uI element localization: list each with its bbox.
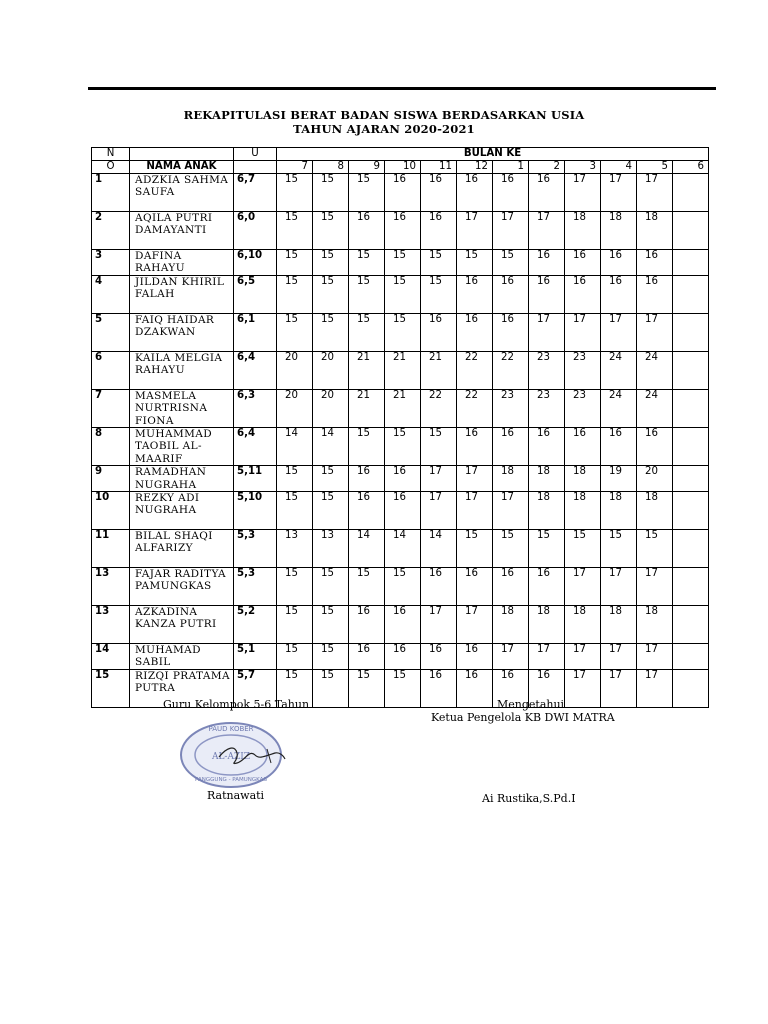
weight-value <box>673 669 709 707</box>
row-number: 5 <box>92 313 130 351</box>
header-month: 6 <box>673 161 709 174</box>
weight-value: 18 <box>565 212 601 250</box>
weight-value: 21 <box>385 351 421 389</box>
child-name: ADZKIA SAHMA SAUFA <box>130 174 234 212</box>
table-row <box>92 174 709 212</box>
weight-value: 15 <box>385 313 421 351</box>
weight-value: 15 <box>349 568 385 606</box>
left-signature-role: Guru Kelompok 5-6 Tahun <box>163 698 310 711</box>
document-subtitle: TAHUN AJARAN 2020-2021 <box>293 122 475 136</box>
weight-value: 17 <box>637 568 673 606</box>
weight-value: 16 <box>601 428 637 466</box>
weight-value: 23 <box>493 389 529 427</box>
weight-value: 16 <box>529 428 565 466</box>
child-name: RIZQI PRATAMA PUTRA <box>130 669 234 707</box>
weight-value: 17 <box>493 644 529 670</box>
weight-value: 15 <box>313 212 349 250</box>
child-name: FAJAR RADITYA PAMUNGKAS <box>130 568 234 606</box>
weight-value: 15 <box>385 428 421 466</box>
weight-value: 16 <box>421 313 457 351</box>
weight-value: 17 <box>601 313 637 351</box>
weight-value: 17 <box>421 466 457 492</box>
weight-value: 16 <box>457 669 493 707</box>
weight-value: 18 <box>637 606 673 644</box>
row-number: 15 <box>92 669 130 707</box>
weight-value: 16 <box>457 313 493 351</box>
weight-value: 16 <box>493 313 529 351</box>
stamp-mid-text: AL-AZIZ <box>211 752 251 762</box>
weight-value: 18 <box>529 606 565 644</box>
weight-value: 16 <box>421 644 457 670</box>
weight-value: 13 <box>313 530 349 568</box>
weight-value: 22 <box>493 351 529 389</box>
weight-value: 16 <box>457 428 493 466</box>
weight-value: 16 <box>565 275 601 313</box>
weight-value: 15 <box>277 174 313 212</box>
row-number: 8 <box>92 428 130 466</box>
weight-value: 17 <box>565 568 601 606</box>
child-age: 6,4 <box>234 351 277 389</box>
document-title: REKAPITULASI BERAT BADAN SISWA BERDASARKAN USIA <box>183 108 585 122</box>
weight-value: 17 <box>421 606 457 644</box>
header-month: 9 <box>349 161 385 174</box>
weight-value: 15 <box>313 644 349 670</box>
row-number: 13 <box>92 606 130 644</box>
weight-value: 17 <box>601 174 637 212</box>
weight-value: 20 <box>277 389 313 427</box>
row-number: 2 <box>92 212 130 250</box>
weight-value: 16 <box>349 466 385 492</box>
header-month: 7 <box>277 161 313 174</box>
row-number: 11 <box>92 530 130 568</box>
child-name: MASMELA NURTRISNA FIONA <box>130 389 234 427</box>
header-no-2: O <box>92 161 130 174</box>
weight-value: 18 <box>493 606 529 644</box>
child-name: RAMADHAN NUGRAHA <box>130 466 234 492</box>
weight-value: 15 <box>349 174 385 212</box>
weight-value: 21 <box>421 351 457 389</box>
child-name: MUHAMMAD TAOBIL AL-MAARIF <box>130 428 234 466</box>
weight-value: 22 <box>457 351 493 389</box>
weight-value: 16 <box>637 275 673 313</box>
weight-value: 24 <box>637 389 673 427</box>
weight-value: 17 <box>529 212 565 250</box>
weight-value: 16 <box>385 644 421 670</box>
table-row <box>92 275 709 313</box>
child-age: 5,10 <box>234 492 277 530</box>
weight-value: 16 <box>385 212 421 250</box>
weight-value: 16 <box>457 644 493 670</box>
left-signature-name: Ratnawati <box>207 789 265 802</box>
weight-value: 15 <box>385 250 421 276</box>
child-name: DAFINA RAHAYU <box>130 250 234 276</box>
child-age: 6,10 <box>234 250 277 276</box>
weight-value: 17 <box>601 568 637 606</box>
weight-value: 16 <box>385 606 421 644</box>
weight-value <box>673 313 709 351</box>
header-usia: U <box>234 148 277 161</box>
weight-value: 15 <box>565 530 601 568</box>
weight-value: 15 <box>313 250 349 276</box>
table-row <box>92 606 709 644</box>
header-month: 5 <box>637 161 673 174</box>
header-nama: NAMA ANAK <box>130 161 234 174</box>
weight-value: 17 <box>457 212 493 250</box>
header-month: 8 <box>313 161 349 174</box>
weight-value: 17 <box>457 466 493 492</box>
right-signature-name: Ai Rustika,S.Pd.I <box>482 792 576 805</box>
weight-value <box>673 530 709 568</box>
weight-value: 15 <box>421 428 457 466</box>
weight-value: 18 <box>601 212 637 250</box>
weight-value <box>673 466 709 492</box>
child-age: 6,5 <box>234 275 277 313</box>
weight-value: 16 <box>349 212 385 250</box>
weight-value: 17 <box>493 212 529 250</box>
right-signature-role: Ketua Pengelola KB DWI MATRA <box>431 711 615 724</box>
weight-value: 15 <box>349 669 385 707</box>
weight-value: 18 <box>637 212 673 250</box>
weight-value: 17 <box>457 492 493 530</box>
weight-value: 17 <box>565 174 601 212</box>
weight-value: 16 <box>385 174 421 212</box>
weight-value: 16 <box>421 568 457 606</box>
weight-value: 16 <box>529 250 565 276</box>
child-name: FAIQ HAIDAR DZAKWAN <box>130 313 234 351</box>
weight-value: 20 <box>277 351 313 389</box>
weight-table <box>91 147 709 708</box>
weight-value <box>673 644 709 670</box>
weight-value: 16 <box>565 428 601 466</box>
weight-value: 16 <box>421 669 457 707</box>
table-row <box>92 492 709 530</box>
child-age: 5,7 <box>234 669 277 707</box>
child-name: AQILA PUTRI DAMAYANTI <box>130 212 234 250</box>
weight-value: 16 <box>529 174 565 212</box>
weight-value: 15 <box>277 466 313 492</box>
child-age: 6,1 <box>234 313 277 351</box>
weight-value <box>673 174 709 212</box>
weight-value: 16 <box>457 568 493 606</box>
table-row <box>92 250 709 276</box>
weight-value: 17 <box>601 669 637 707</box>
weight-value: 23 <box>529 351 565 389</box>
weight-value: 24 <box>637 351 673 389</box>
weight-value: 16 <box>601 250 637 276</box>
stamp-top-text: PAUD KOBER <box>208 725 254 733</box>
header-bulan: BULAN KE <box>277 148 709 161</box>
table-row <box>92 313 709 351</box>
weight-value: 15 <box>349 313 385 351</box>
weight-value: 16 <box>493 669 529 707</box>
weight-value: 19 <box>601 466 637 492</box>
row-number: 10 <box>92 492 130 530</box>
header-no: N <box>92 148 130 161</box>
weight-value: 15 <box>601 530 637 568</box>
child-name: KAILA MELGIA RAHAYU <box>130 351 234 389</box>
child-age: 5,11 <box>234 466 277 492</box>
weight-value: 16 <box>457 275 493 313</box>
weight-value: 17 <box>637 313 673 351</box>
weight-value: 17 <box>457 606 493 644</box>
weight-value: 17 <box>421 492 457 530</box>
header-month: 11 <box>421 161 457 174</box>
weight-value <box>673 212 709 250</box>
weight-value <box>673 275 709 313</box>
weight-value: 16 <box>349 606 385 644</box>
weight-value: 15 <box>277 313 313 351</box>
weight-value: 16 <box>493 275 529 313</box>
weight-value: 16 <box>493 174 529 212</box>
weight-value: 21 <box>349 351 385 389</box>
weight-value: 16 <box>565 250 601 276</box>
table-row <box>92 530 709 568</box>
child-age: 6,3 <box>234 389 277 427</box>
weight-value: 18 <box>601 492 637 530</box>
weight-value: 18 <box>565 606 601 644</box>
row-number: 6 <box>92 351 130 389</box>
weight-value: 16 <box>637 428 673 466</box>
weight-value <box>673 389 709 427</box>
weight-value: 16 <box>349 492 385 530</box>
weight-value: 18 <box>493 466 529 492</box>
weight-value: 15 <box>313 606 349 644</box>
table-row <box>92 212 709 250</box>
weight-value: 15 <box>493 530 529 568</box>
child-name: REZKY ADI NUGRAHA <box>130 492 234 530</box>
weight-value: 16 <box>493 568 529 606</box>
header-month: 4 <box>601 161 637 174</box>
weight-value: 15 <box>457 250 493 276</box>
weight-value: 15 <box>277 275 313 313</box>
weight-value: 23 <box>565 389 601 427</box>
weight-value: 15 <box>421 250 457 276</box>
weight-value: 15 <box>529 530 565 568</box>
weight-value: 16 <box>385 492 421 530</box>
child-age: 6,7 <box>234 174 277 212</box>
weight-value: 15 <box>277 492 313 530</box>
child-age: 5,1 <box>234 644 277 670</box>
child-age: 5,3 <box>234 530 277 568</box>
weight-value: 16 <box>349 644 385 670</box>
weight-value: 15 <box>349 428 385 466</box>
weight-value: 16 <box>457 174 493 212</box>
weight-value <box>673 606 709 644</box>
weight-value: 18 <box>601 606 637 644</box>
child-age: 6,4 <box>234 428 277 466</box>
weight-value: 17 <box>637 644 673 670</box>
weight-value: 15 <box>385 669 421 707</box>
child-age: 5,3 <box>234 568 277 606</box>
child-name: JILDAN KHIRIL FALAH <box>130 275 234 313</box>
weight-value: 21 <box>349 389 385 427</box>
row-number: 13 <box>92 568 130 606</box>
weight-value: 15 <box>277 644 313 670</box>
weight-value: 17 <box>493 492 529 530</box>
child-age: 6,0 <box>234 212 277 250</box>
header-month: 1 <box>493 161 529 174</box>
weight-value: 18 <box>529 466 565 492</box>
child-name: AZKADINA KANZA PUTRI <box>130 606 234 644</box>
right-signature-label: Mengetahui <box>497 698 565 711</box>
weight-value: 22 <box>421 389 457 427</box>
weight-value: 16 <box>529 275 565 313</box>
weight-value: 17 <box>601 644 637 670</box>
weight-value: 15 <box>277 606 313 644</box>
weight-value: 16 <box>493 428 529 466</box>
weight-value: 22 <box>457 389 493 427</box>
weight-value: 17 <box>565 669 601 707</box>
weight-value: 15 <box>349 275 385 313</box>
weight-value: 15 <box>313 174 349 212</box>
weight-value: 15 <box>277 669 313 707</box>
top-rule <box>88 87 716 90</box>
weight-value: 15 <box>313 313 349 351</box>
stamp-bottom-text: PANGGUNG - PAMUNGKAS <box>195 777 267 783</box>
weight-value: 18 <box>637 492 673 530</box>
weight-value: 15 <box>313 568 349 606</box>
school-stamp-icon <box>179 719 289 789</box>
weight-value: 15 <box>493 250 529 276</box>
weight-value: 14 <box>385 530 421 568</box>
weight-value: 20 <box>313 351 349 389</box>
table-row <box>92 351 709 389</box>
header-usia-2 <box>234 161 277 174</box>
weight-value: 14 <box>313 428 349 466</box>
row-number: 4 <box>92 275 130 313</box>
row-number: 9 <box>92 466 130 492</box>
weight-value: 15 <box>277 250 313 276</box>
table-row <box>92 644 709 670</box>
weight-value: 17 <box>565 644 601 670</box>
header-month: 12 <box>457 161 493 174</box>
weight-value <box>673 428 709 466</box>
weight-value: 16 <box>421 212 457 250</box>
row-number: 3 <box>92 250 130 276</box>
header-row-2 <box>92 161 709 174</box>
weight-value: 15 <box>637 530 673 568</box>
weight-value: 17 <box>565 313 601 351</box>
weight-value: 24 <box>601 389 637 427</box>
weight-value: 15 <box>457 530 493 568</box>
child-age: 5,2 <box>234 606 277 644</box>
weight-value: 14 <box>421 530 457 568</box>
weight-value: 15 <box>277 568 313 606</box>
table-row <box>92 428 709 466</box>
weight-value: 20 <box>637 466 673 492</box>
weight-value: 15 <box>349 250 385 276</box>
weight-value: 15 <box>313 275 349 313</box>
weight-value: 17 <box>529 313 565 351</box>
header-month: 3 <box>565 161 601 174</box>
weight-value: 23 <box>565 351 601 389</box>
weight-value: 21 <box>385 389 421 427</box>
row-number: 7 <box>92 389 130 427</box>
weight-value: 15 <box>385 275 421 313</box>
weight-value: 18 <box>565 492 601 530</box>
weight-value: 14 <box>277 428 313 466</box>
weight-value: 17 <box>637 669 673 707</box>
weight-value: 17 <box>529 644 565 670</box>
weight-value: 17 <box>637 174 673 212</box>
table-row <box>92 568 709 606</box>
child-name: BILAL SHAQI ALFARIZY <box>130 530 234 568</box>
weight-value: 15 <box>313 466 349 492</box>
weight-value: 15 <box>421 275 457 313</box>
weight-value: 16 <box>637 250 673 276</box>
header-month: 2 <box>529 161 565 174</box>
weight-value: 16 <box>421 174 457 212</box>
table-row <box>92 466 709 492</box>
weight-value: 16 <box>529 669 565 707</box>
weight-value: 14 <box>349 530 385 568</box>
weight-value: 16 <box>385 466 421 492</box>
weight-value <box>673 568 709 606</box>
row-number: 1 <box>92 174 130 212</box>
weight-value: 16 <box>601 275 637 313</box>
weight-value: 13 <box>277 530 313 568</box>
weight-value: 16 <box>529 568 565 606</box>
weight-value <box>673 250 709 276</box>
weight-value: 15 <box>313 669 349 707</box>
row-number: 14 <box>92 644 130 670</box>
weight-value: 20 <box>313 389 349 427</box>
weight-value: 15 <box>313 492 349 530</box>
weight-value: 24 <box>601 351 637 389</box>
weight-value: 23 <box>529 389 565 427</box>
child-name: MUHAMAD SABIL <box>130 644 234 670</box>
weight-value: 15 <box>277 212 313 250</box>
header-nama-top <box>130 148 234 161</box>
weight-value <box>673 351 709 389</box>
header-row-1 <box>92 148 709 161</box>
weight-value <box>673 492 709 530</box>
weight-value: 18 <box>565 466 601 492</box>
weight-value: 18 <box>529 492 565 530</box>
weight-value: 15 <box>385 568 421 606</box>
table-row <box>92 389 709 427</box>
header-month: 10 <box>385 161 421 174</box>
